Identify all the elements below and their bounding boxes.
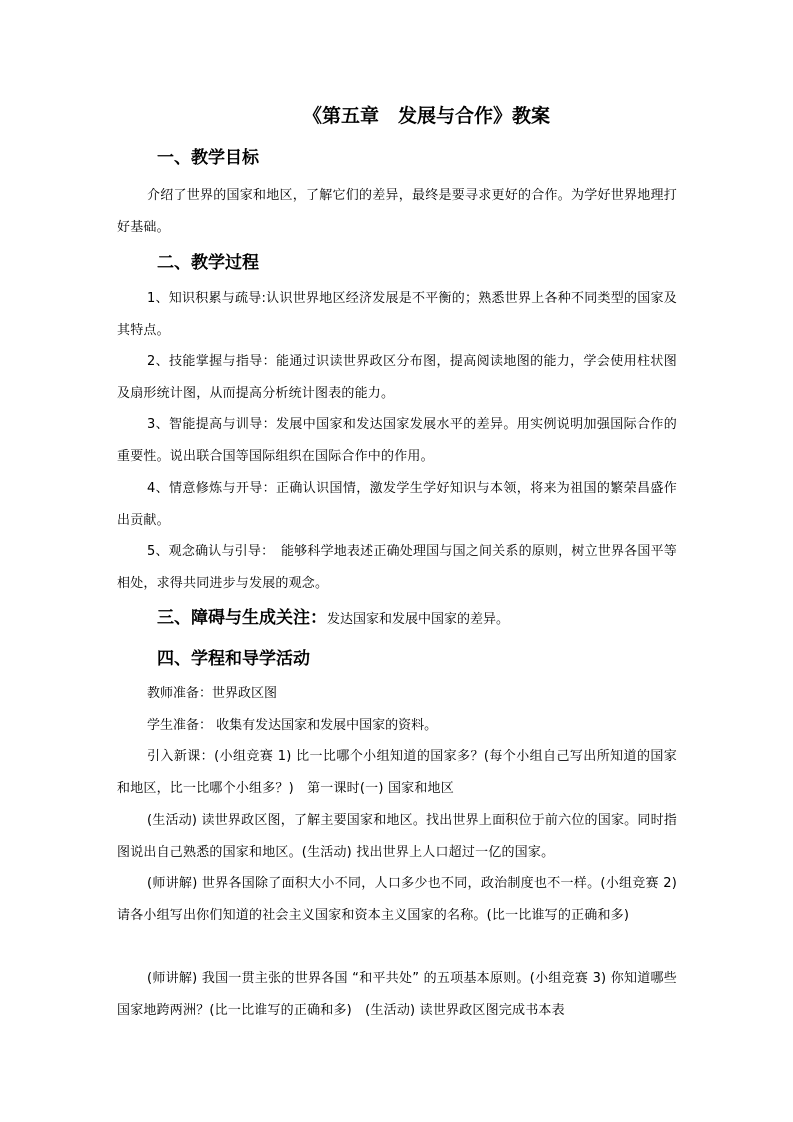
student-prep-line: 学生准备： 收集有发达国家和发展中国家的资料。 bbox=[147, 718, 438, 733]
section-heading-process: 二、教学过程 bbox=[157, 253, 259, 273]
activity-paragraph-1: 引入新课：(小组竞赛 1) 比一比哪个小组知道的国家多？(每个小组自己写出所知道的国家和地区，比一比哪个小组多？) 第一课时(一) 国家和地区 bbox=[117, 749, 677, 796]
process-item-3: 3、智能提高与训导：发展中国家和发达国家发展水平的差异。用实例说明加强国际合作的重要性。说出联合国等国际组织在国际合作中的作用。 bbox=[117, 417, 677, 464]
document-title: 《第五章 发展与合作》教案 bbox=[302, 105, 550, 127]
section-heading-goals: 一、教学目标 bbox=[157, 148, 259, 168]
activity-paragraph-3: (师讲解) 世界各国除了面积大小不同，人口多少也不同，政治制度也不一样。(小组竞赛 2) 请各小组写出你们知道的社会主义国家和资本主义国家的名称。(比一比谁写的正确和多) bbox=[117, 876, 682, 923]
process-item-4: 4、情意修炼与开导：正确认识国情，激发学生学好知识与本领，将来为祖国的繁荣昌盛作出贡献。 bbox=[117, 481, 677, 528]
focus-heading-label: 三、障碍与生成关注： bbox=[157, 608, 327, 628]
activity-paragraph-2: (生活动) 读世界政区图，了解主要国家和地区。找出世界上面积位于前六位的国家。同时指图说出自己熟悉的国家和地区。(生活动) 找出世界上人口超过一亿的国家。 bbox=[117, 813, 677, 860]
goals-paragraph: 介绍了世界的国家和地区，了解它们的差异，最终是要寻求更好的合作。为学好世界地理打好基础。 bbox=[117, 188, 677, 235]
process-item-1: 1、知识积累与疏导:认识世界地区经济发展是不平衡的；熟悉世界上各种不同类型的国家及其特点。 bbox=[117, 291, 677, 338]
process-item-5: 5、观念确认与引导： 能够科学地表述正确处理国与国之间关系的原则，树立世界各国平等相处，求得共同进步与发展的观念。 bbox=[117, 544, 677, 591]
teacher-prep-line: 教师准备：世界政区图 bbox=[147, 686, 278, 701]
process-item-2: 2、技能掌握与指导：能通过识读世界政区分布图，提高阅读地图的能力，学会使用柱状图及扇形统计图，从而提高分析统计图表的能力。 bbox=[117, 354, 677, 401]
focus-body: 发达国家和发展中国家的差异。 bbox=[327, 612, 510, 627]
section-heading-focus bbox=[157, 606, 509, 632]
activity-paragraph-4: (师讲解) 我国一贯主张的世界各国 “和平共处” 的五项基本原则。(小组竞赛 3) 你知道哪些国家地跨两洲？(比一比谁写的正确和多) (生活动) 读世界政区图完成书本表 bbox=[117, 971, 677, 1018]
section-heading-activities: 四、学程和导学活动 bbox=[157, 649, 310, 669]
